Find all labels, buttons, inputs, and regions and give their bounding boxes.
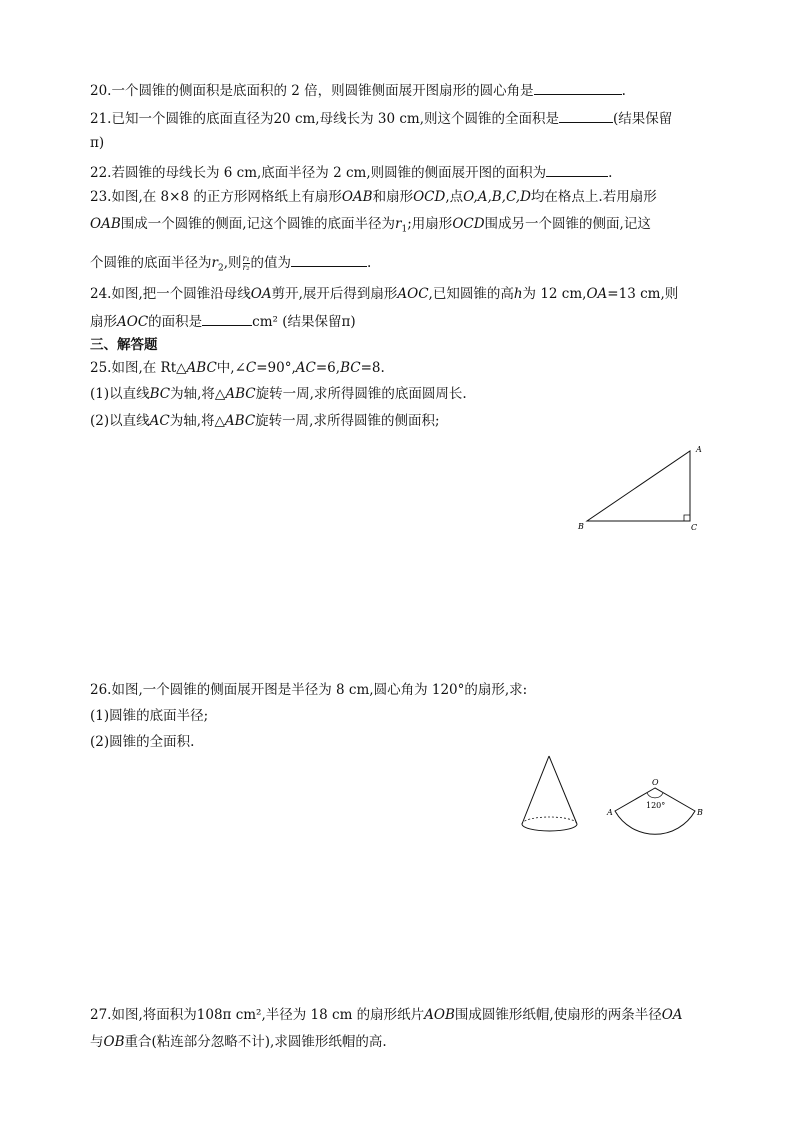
cone-right-slant: [549, 756, 577, 824]
q23-frac-denominator: r₂: [242, 263, 250, 272]
q24-answer-blank[interactable]: [202, 311, 252, 326]
q27-text-c: 与: [90, 1034, 104, 1050]
question-26: [90, 681, 527, 699]
q23-r2: r: [211, 255, 218, 271]
q24-text-c: ,已知圆锥的高: [428, 286, 514, 302]
question-27-line2: [90, 1033, 387, 1051]
right-angle-mark: [684, 515, 690, 521]
q23-points: O,A,B,C,D: [463, 189, 531, 205]
q23-text-h: 个圆锥的底面半径为: [90, 255, 212, 271]
q27-text-b: 围成圆锥形纸帽,使扇形的两条半径: [454, 1007, 662, 1023]
q23-text-i: ,则: [223, 255, 242, 271]
q25-triangle-figure: [570, 440, 720, 540]
triangle-abc: [587, 451, 690, 521]
question-21-cont: [90, 134, 104, 152]
q21-note-end: π): [90, 135, 105, 151]
q21-text: 21.已知一个圆锥的底面直径为20 cm,母线长为 30 cm,则这个圆锥的全面积是: [90, 111, 560, 127]
question-26-part1: (1)圆锥的底面半径;: [90, 708, 209, 724]
label-angle: 120°: [646, 801, 666, 810]
q23-r1-sub: 1: [401, 224, 408, 235]
q25-p2-text-b: 为轴,将△: [169, 413, 225, 429]
q24-h: h: [513, 286, 523, 302]
q25-p2-abc: ABC: [224, 413, 256, 429]
cone-base-back: [522, 817, 577, 824]
q27-text-d: 重合(粘连部分忽略不计),求圆锥形纸帽的高.: [124, 1034, 387, 1050]
q25-text-e: =8.: [360, 360, 385, 376]
q23-tail: .: [367, 255, 372, 271]
question-24-line2: [90, 311, 356, 331]
question-20: [90, 80, 626, 100]
cone-base-front: [522, 824, 577, 831]
q23-text-a: 23.如图,在 8×8 的正方形网格纸上有扇形: [90, 189, 342, 205]
q26-sector-figure: [600, 775, 710, 837]
q23-text-g: 围成另一个圆锥的侧面,记这: [484, 216, 651, 232]
q21-note: (结果保留: [613, 111, 673, 127]
sector-aob: [615, 788, 695, 834]
q23-sector-oab-2: OAB: [90, 216, 121, 232]
q27-oa: OA: [661, 1007, 683, 1023]
q25-p1-text-b: 为轴,将△: [170, 386, 226, 402]
q25-text-d: =6,: [315, 360, 341, 376]
q25-p2-text-c: 旋转一周,求所得圆锥的侧面积;: [255, 413, 440, 429]
q23-r2-sub: 2: [217, 263, 224, 274]
label-a: A: [696, 445, 702, 454]
q20-text: 20.一个圆锥的侧面积是底面积的 2 倍，则圆锥侧面展开图扇形的圆心角是: [90, 83, 534, 99]
q27-ob: OB: [103, 1034, 125, 1050]
q22-answer-blank[interactable]: [546, 162, 608, 177]
question-23-line3: [90, 252, 371, 278]
sector-angle-arc: [647, 793, 663, 798]
question-22: [90, 162, 612, 182]
question-25: [90, 359, 385, 377]
q24-text-e: =13 cm,则: [607, 286, 679, 302]
q20-tail: .: [621, 83, 626, 99]
q27-aob: AOB: [424, 1007, 455, 1023]
q27-text-a: 27.如图,将面积为108π cm²,半径为 18 cm 的扇形纸片: [90, 1007, 425, 1023]
question-25-part2: [90, 412, 440, 430]
q25-text-c: =90°,: [256, 360, 296, 376]
q23-sector-oab: OAB: [341, 189, 373, 205]
q25-c: C: [245, 360, 257, 376]
q24-text-f: 扇形: [90, 314, 117, 330]
q24-text-g: 的面积是: [148, 314, 203, 330]
q23-text-f: ;用扇形: [407, 216, 453, 232]
label-b-sector: B: [697, 808, 703, 817]
q25-p2-text-a: (2)以直线: [90, 413, 150, 429]
q23-text-d: 均在格点上.若用扇形: [530, 189, 657, 205]
q25-p1-text-c: 旋转一周,求所得圆锥的底面圆周长.: [255, 386, 467, 402]
q26-text: 26.如图,一个圆锥的侧面展开图是半径为 8 cm,圆心角为 120°的扇形,求:: [90, 682, 528, 698]
question-25-part1: [90, 385, 467, 403]
q25-p2-ac: AC: [149, 413, 170, 429]
q23-sector-ocd-2: OCD: [452, 216, 485, 232]
question-27: [90, 1006, 683, 1024]
q22-tail: .: [608, 165, 613, 181]
q23-r1: r: [395, 216, 402, 232]
q24-oa-2: OA: [586, 286, 608, 302]
q25-bc: BC: [340, 360, 361, 376]
q24-text-d: 为 12 cm,: [522, 286, 587, 302]
q24-text-h: cm² (结果保留π): [252, 314, 356, 330]
q23-text-e: 围成一个圆锥的侧面,记这个圆锥的底面半径为: [120, 216, 396, 232]
q24-aoc-2: AOC: [117, 314, 149, 330]
q25-p1-abc: ABC: [225, 386, 256, 402]
label-c: C: [691, 523, 698, 532]
q26-cone-figure: [515, 752, 590, 842]
question-26-part2: (2)圆锥的全面积.: [90, 734, 195, 750]
q20-answer-blank[interactable]: [534, 80, 622, 95]
q22-text: 22.若圆锥的母线长为 6 cm,底面半径为 2 cm,则圆锥的侧面展开图的面积为: [90, 165, 547, 181]
q23-text-b: 和扇形: [372, 189, 414, 205]
q23-answer-blank[interactable]: [291, 252, 367, 267]
q24-text-a: 24.如图,把一个圆锥沿母线: [90, 286, 251, 302]
cone-left-slant: [522, 756, 549, 824]
q25-text-b: 中,∠: [216, 360, 246, 376]
q23-text-j: 的值为: [250, 255, 292, 271]
q24-aoc: AOC: [397, 286, 429, 302]
question-24: [90, 285, 678, 303]
q25-text-a: 25.如图,在 Rt△: [90, 360, 187, 376]
question-23: [90, 188, 657, 206]
q23-ratio-fraction: [243, 255, 250, 272]
question-23-line2: [90, 215, 651, 239]
question-21: [90, 108, 672, 128]
label-b: B: [578, 522, 584, 531]
q23-sector-ocd: OCD: [413, 189, 446, 205]
q25-ac: AC: [295, 360, 316, 376]
q24-text-b: 剪开,展开后得到扇形: [271, 286, 398, 302]
q24-oa: OA: [250, 286, 272, 302]
label-o: O: [652, 778, 659, 787]
q25-p1-bc: BC: [149, 386, 171, 402]
q25-p1-text-a: (1)以直线: [90, 386, 150, 402]
q23-frac-numerator: r₁: [242, 254, 250, 263]
q21-answer-blank[interactable]: [559, 108, 613, 123]
q23-text-c: ,点: [445, 189, 464, 205]
label-a-sector: A: [607, 808, 613, 817]
section-heading: 三、解答题: [90, 337, 158, 353]
q25-abc: ABC: [186, 360, 217, 376]
